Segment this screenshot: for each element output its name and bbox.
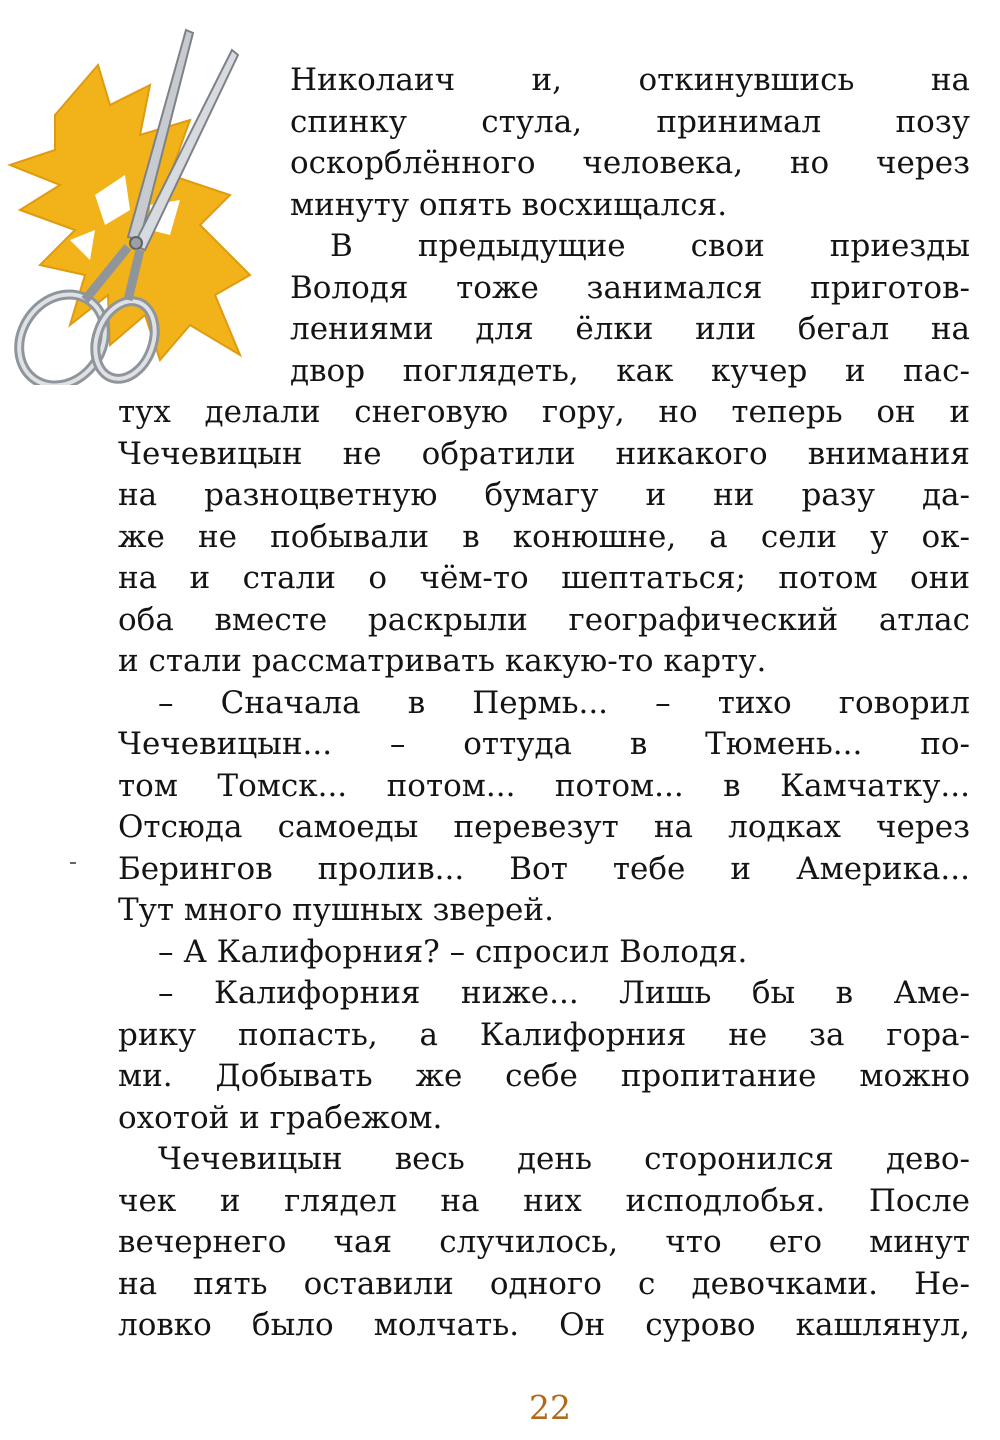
text-line: – А Калифорния? – спросил Володя. (158, 933, 748, 970)
text-line: на пять оставили одного с девочками. Не- (118, 1265, 970, 1302)
text-line: и стали рассматривать какую-то карту. (118, 643, 767, 679)
text-line: рику попасть, а Калифорния не за гора- (118, 1016, 970, 1053)
text-line: Николаич и, откинувшись на (290, 62, 970, 98)
text-line: Тут много пушных зверей. (118, 892, 554, 928)
text-line: чек и глядел на них исподлобья. После (118, 1182, 970, 1219)
text-line: охотой и грабежом. (118, 1099, 443, 1136)
text-line: Берингов пролив... Вот тебе и Америка... (118, 850, 970, 887)
text-line: Чечевицын весь день сторонился дево- (158, 1141, 970, 1177)
text-line: вечернего чая случилось, что его минут (118, 1224, 970, 1260)
text-line: оскорблённого человека, но через (290, 145, 970, 181)
text-line: Чечевицын не обратили никакого внимания (118, 435, 970, 472)
text-line: Володя тоже занимался приготов- (290, 269, 970, 306)
text-line: Чечевицын... – оттуда в Тюмень... по- (118, 726, 970, 762)
text-line: Отсюда самоеды перевезут на лодках через (118, 809, 970, 845)
text-line: на разноцветную бумагу и ни разу да- (118, 477, 970, 513)
text-line: том Томск... потом... потом... в Камчатку... (118, 767, 970, 804)
text-line: – Сначала в Пермь... – тихо говорил (158, 684, 970, 721)
text-line: минуту опять восхищался. (290, 186, 728, 223)
page-number: 22 (529, 1388, 571, 1427)
text-line: тух делали снеговую гору, но теперь он и (118, 394, 970, 430)
print-mark (70, 862, 76, 864)
text-line: ми. Добывать же себе пропитание можно (118, 1058, 970, 1094)
text-line: на и стали о чём-то шептаться; потом они (118, 560, 970, 596)
text-line: – Калифорния ниже... Лишь бы в Аме- (158, 975, 970, 1011)
text-line: двор поглядеть, как кучер и пас- (290, 352, 970, 389)
page-text (118, 60, 970, 1347)
text-line: лениями для ёлки или бегал на (290, 311, 970, 347)
text-line: ловко было молчать. Он сурово кашлянул, (118, 1307, 970, 1343)
text-line: же не побывали в конюшне, а сели у ок- (118, 518, 970, 555)
text-line: оба вместе раскрыли географический атлас (118, 601, 970, 638)
text-line: В предыдущие свои приезды (330, 228, 970, 264)
text-line: спинку стула, принимал позу (290, 103, 970, 140)
